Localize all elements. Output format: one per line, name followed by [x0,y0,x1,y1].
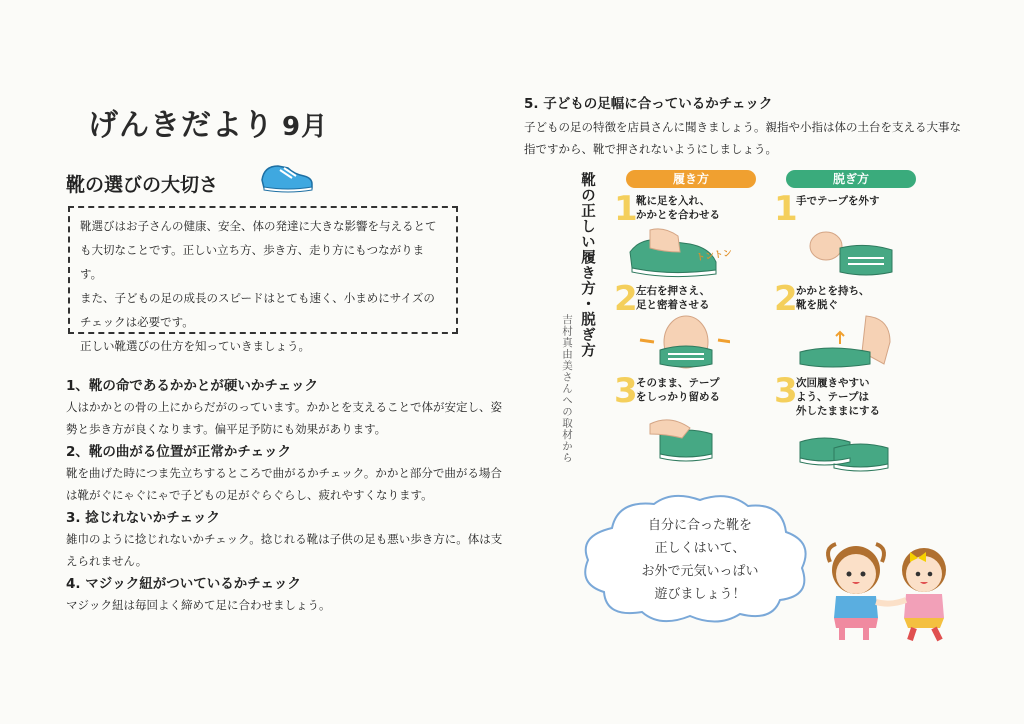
check-heading: 4. マジック紐がついているかチェック [66,576,301,592]
step-text: そのまま、テープ をしっかり留める [636,377,720,403]
fasten-tape-illustration [620,404,730,464]
cloud-message [618,514,782,606]
shoes-pair-illustration [780,418,910,478]
step-number: 1 [774,189,798,229]
off-step [774,371,924,466]
off-column-header: 脱ぎ方 [786,170,916,188]
step-text: 左右を押さえ、 足と密着させる [636,285,711,311]
check-body: 人はかかとの骨の上にからだがのっています。かかとを支えることで体が安定し、姿勢と歩き方が良くなります。偏平足予防にも効果があります。 [66,400,502,436]
intro-line: 正しい靴選びの仕方を知っていきましょう。 [80,339,310,353]
check-body: マジック紐は毎回よく締めて足に合わせましょう。 [66,598,331,612]
step-text: 次回履きやすい よう、テープは 外したままにする [796,377,880,417]
remove-tape-illustration [780,222,910,282]
wear-step [614,189,764,284]
intro-line: 靴選びはお子さんの健康、安全、体の発達に大きな影響を与えるとて [80,219,437,233]
wear-step [614,371,764,466]
step-number: 3 [614,371,638,411]
intro-line: チェックは必要です。 [80,315,194,329]
section-heading: 靴の選びの大切さ [66,174,219,196]
page-title [88,100,328,144]
check5-heading: 5. 子どもの足幅に合っているかチェック [524,96,773,112]
title-month: 9月 [282,112,329,142]
step-number: 2 [774,279,798,319]
cloud-line: 自分に合った靴を [647,518,752,533]
check-list [66,376,516,618]
check-body: 靴を曲げた時につま先立ちするところで曲がるかチェック。かかと部分で曲がる場合は靴がぐにゃぐにゃで子どもの足がぐらぐらし、疲れやすくなります。 [66,466,502,502]
check5-body: 子どもの足の特徴を店員さんに聞きましょう。親指や小指は体の土台を支える大事な指ですから、靴で押されないようにしましょう。 [524,120,961,156]
step-text: 靴に足を入れ、 かかとを合わせる [636,195,720,221]
title-main: げんきだより [88,108,274,143]
hands-pressing-shoe-illustration [620,312,730,372]
check-heading: 2、靴の曲がる位置が正常かチェック [66,444,291,460]
children-illustration [820,536,970,646]
step-text: 手でテープを外す [796,195,880,207]
intro-line: また、子どもの足の成長のスピードはとても速く、小まめにサイズの [80,291,435,305]
blue-shoe-icon [258,156,316,196]
guide-vertical-title: 靴の正しい履き方・脱ぎ方 [579,172,595,358]
wear-step [614,279,764,374]
off-step [774,279,924,374]
step-number: 2 [614,279,638,319]
wear-column-header: 履き方 [626,170,756,188]
off-step [774,189,924,284]
step-text: かかとを持ち、 靴を脱ぐ [796,285,870,311]
intro-box [68,206,458,353]
check-body: 雑巾のように捻じれないかチェック。捻じれる靴は子供の足も悪い歩き方に。体は支えられません。 [66,532,503,568]
step-number: 3 [774,371,798,411]
intro-line: も大切なことです。正しい立ち方、歩き方、走り方にもつながります。 [80,243,425,281]
cloud-line: 遊びましょう！ [654,587,746,602]
check-heading: 3. 捻じれないかチェック [66,510,220,526]
hold-heel-illustration [780,312,910,372]
check-heading: 1、靴の命であるかかとが硬いかチェック [66,378,318,394]
sound-effect: トントン [695,248,733,264]
cloud-line: お外で元気いっぱい [641,564,759,579]
guide-credit: 吉村真由美さんへの取材から [561,314,573,464]
cloud-line: 正しくはいて、 [654,541,746,556]
step-number: 1 [614,189,638,229]
